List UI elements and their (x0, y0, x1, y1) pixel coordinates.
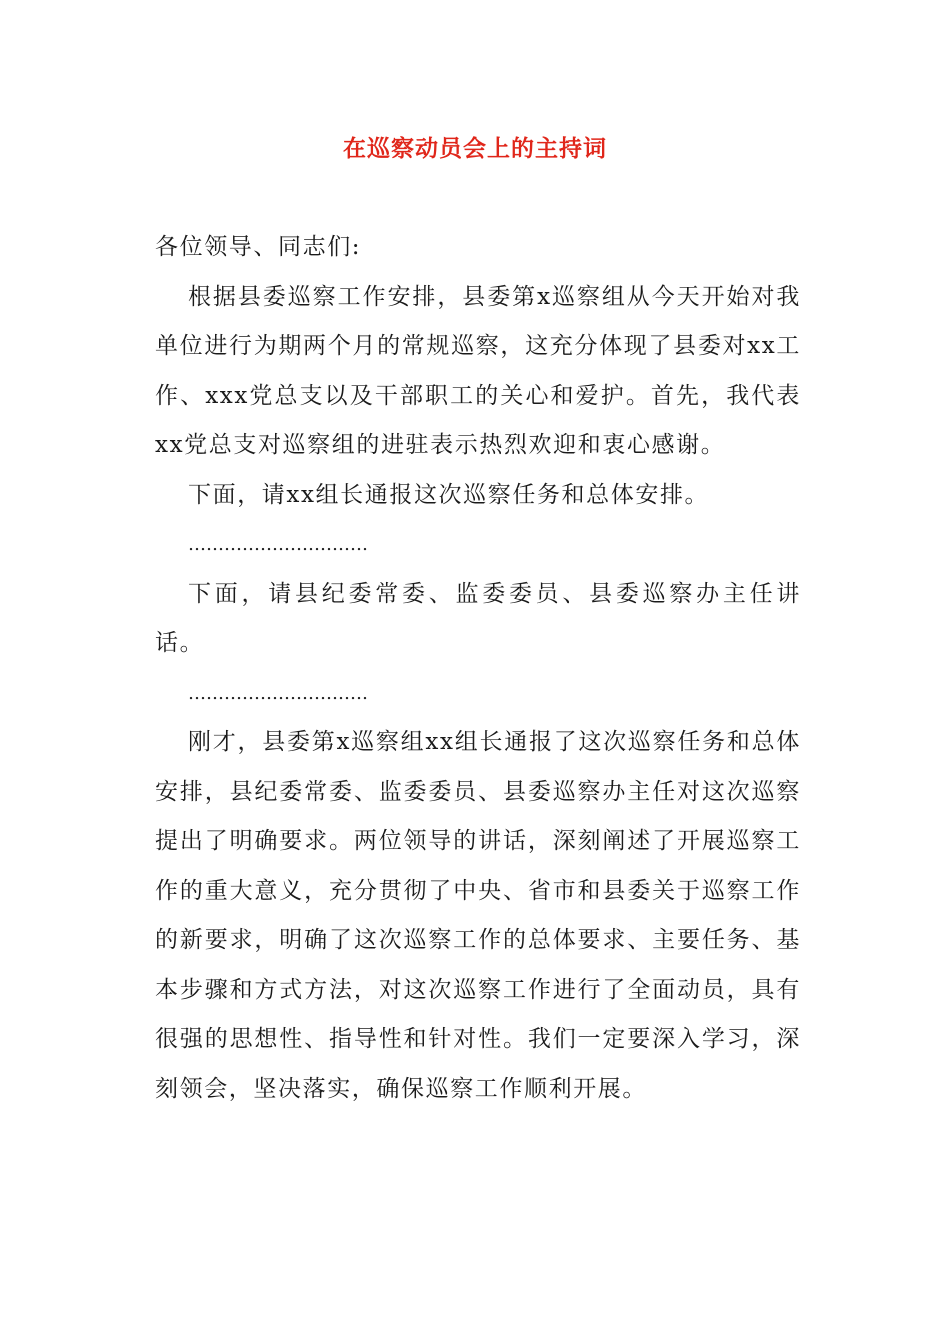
paragraph-opening: 根据县委巡察工作安排，县委第x巡察组从今天开始对我单位进行为期两个月的常规巡察，这充分体现了县委对xx工作、xxx党总支以及干部职工的关心和爱护。首先，我代表xx党总支对巡察组的进驻表示热烈欢迎和衷心感谢。 (155, 283, 801, 458)
paragraph-ellipsis-2: ………………………… (188, 682, 368, 704)
paragraph-closing: 刚才，县委第x巡察组xx组长通报了这次巡察任务和总体安排，县纪委常委、监委委员、县委巡察办主任对这次巡察提出了明确要求。两位领导的讲话，深刻阐述了开展巡察工作的重大意义，充分贯彻了中央、省市和县委关于巡察工作的新要求，明确了这次巡察工作的总体要求、主要任务、基本步骤和方式方法，对这次巡察工作进行了全面动员，具有很强的思想性、指导性和针对性。我们一定要深入学习，深刻领会，坚决落实，确保巡察工作顺利开展。 (155, 729, 801, 1102)
paragraph-second-speaker: 下面，请县纪委常委、监委委员、县委巡察办主任讲话。 (155, 580, 801, 656)
salutation: 各位领导、同志们: (155, 234, 362, 260)
paragraph-first-speaker: 下面，请xx组长通报这次巡察任务和总体安排。 (188, 481, 710, 508)
document-body (155, 223, 801, 1114)
paragraph-ellipsis-1: ………………………… (188, 534, 368, 555)
document-title: 在巡察动员会上的主持词 (343, 135, 607, 162)
